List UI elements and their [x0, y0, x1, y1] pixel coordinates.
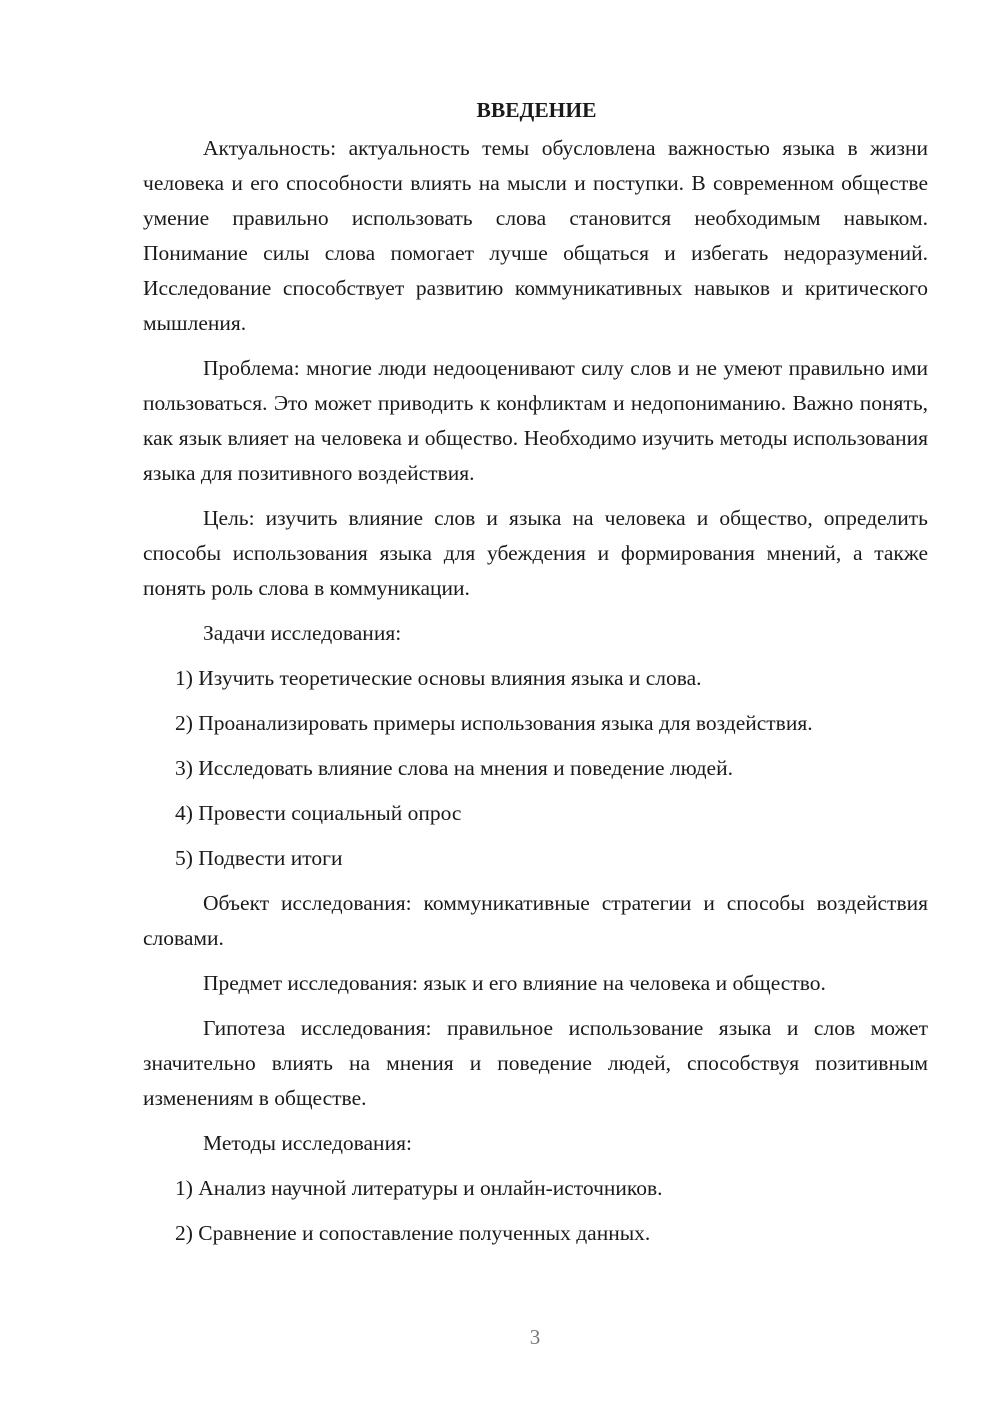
task-item: 4) Провести социальный опрос	[175, 801, 462, 825]
page-number: 3	[529, 1325, 541, 1349]
hypothesis-paragraph: Гипотеза исследования: правильное использование языка и слов может значительно влиять на мнения и поведение людей, способствуя позитивным изменениям в обществе.	[143, 1016, 928, 1110]
subject-paragraph: Предмет исследования: язык и его влияние на человека и общество.	[203, 971, 826, 995]
goal-paragraph: Цель: изучить влияние слов и языка на человека и общество, определить способы использования языка для убеждения и формирования мнений, а также понять роль слова в коммуникации.	[143, 506, 928, 600]
task-item: 5) Подвести итоги	[175, 846, 343, 870]
object-paragraph: Объект исследования: коммуникативные стратегии и способы воздействия словами.	[143, 891, 928, 950]
problem-paragraph: Проблема: многие люди недооценивают силу слов и не умеют правильно ими пользоваться. Это может приводить к конфликтам и недопониманию. Важно понять, как язык влияет на человека и общество. Необходимо изучить методы использования языка для позитивного воздействия.	[143, 356, 928, 485]
task-item: 3) Исследовать влияние слова на мнения и поведение людей.	[175, 756, 733, 780]
method-item: 1) Анализ научной литературы и онлайн-источников.	[175, 1176, 663, 1200]
methods-label: Методы исследования:	[203, 1131, 412, 1155]
method-item: 2) Сравнение и сопоставление полученных данных.	[175, 1221, 651, 1245]
section-title: ВВЕДЕНИЕ	[476, 98, 597, 122]
task-item: 2) Проанализировать примеры использования языка для воздействия.	[175, 711, 813, 735]
tasks-label: Задачи исследования:	[203, 621, 402, 645]
task-item: 1) Изучить теоретические основы влияния языка и слова.	[175, 666, 702, 690]
page-content	[143, 94, 928, 1261]
relevance-paragraph: Актуальность: актуальность темы обусловлена важностью языка в жизни человека и его способности влиять на мысли и поступки. В современном обществе умение правильно использовать слова становится необходимым навыком. Понимание силы слова помогает лучше общаться и избегать недоразумений. Исследование способствует развитию коммуникативных навыков и критического мышления.	[143, 136, 928, 335]
